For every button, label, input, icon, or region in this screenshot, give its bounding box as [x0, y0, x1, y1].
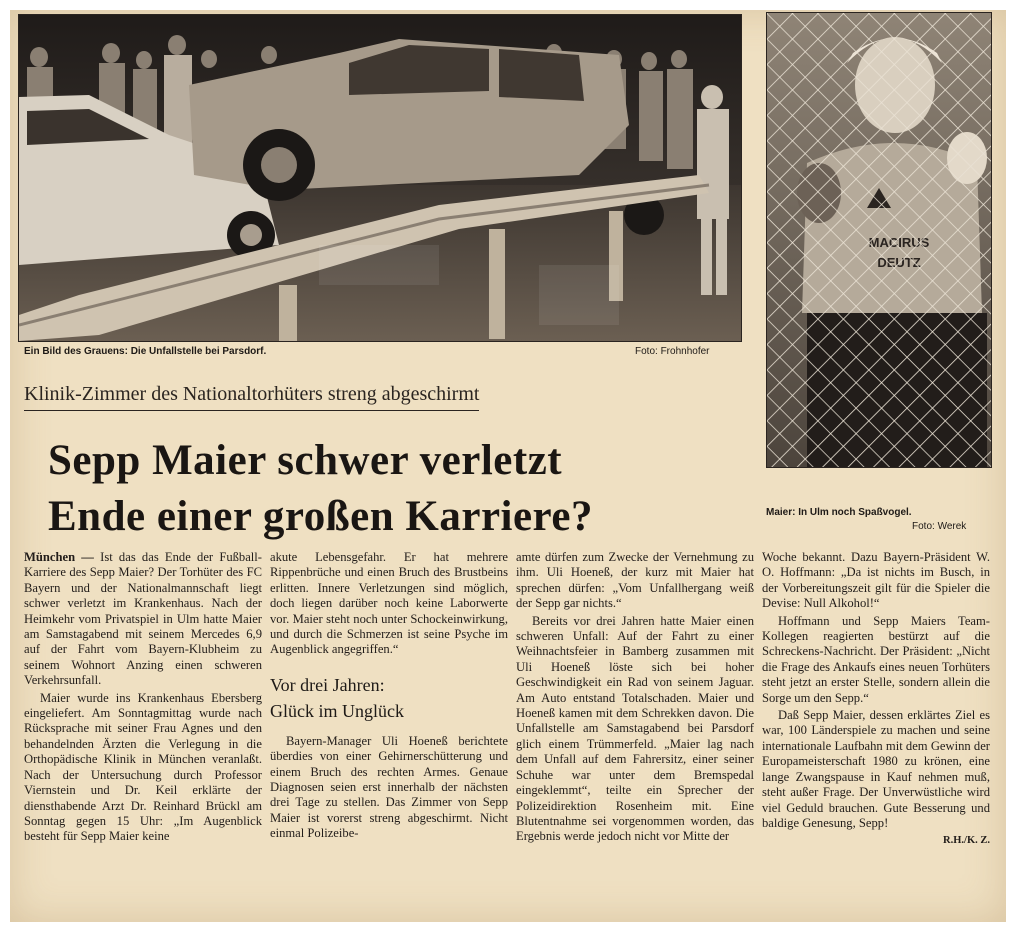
dateline: München —: [24, 550, 94, 564]
author-signature: R.H./K. Z.: [943, 835, 990, 847]
accident-photo-drawing: [19, 15, 741, 341]
maier-photo-drawing: [767, 13, 991, 467]
col1-paragraph-1: München — Ist das das Ende der Fußball-Karriere des Sepp Maier? Der Torhüter des FC Bayern und der Nationalmannschaft liegt schwer verletzt im Krankenhaus. Nach der Heimkehr vom Privatspiel in Ulm hatte Maier am Samstagabend mit seinem Mercedes 6,9 auf der Fahrt vom Bayern-Klubheim zu seinem Wohnort Anzing einen schweren Verkehrsunfall.: [24, 550, 263, 688]
article-column-3: [516, 550, 754, 845]
subhead-line-1: Vor drei Jahren:: [270, 674, 385, 695]
maier-photo-credit: Foto: Werek: [912, 521, 967, 532]
headline-line-1: Sepp Maier schwer verletzt: [48, 437, 563, 484]
col1-paragraph-2: Maier wurde ins Krankenhaus Ebersberg eingeliefert. Am Sonntagmittag wurde nach Rücksprache mit seiner Frau Agnes und den behandelnden Ärzten die Verlegung in die Orthopädische Klinik in München veranlaßt. Nach der Untersuchung durch Professor Viernstein und Dr. Keil erklärte der diensthabende Arzt Dr. Reinhard Brückl am Sonntag gegen 15 Uhr: „Im Augenblick besteht für Sepp Maier keine: [24, 690, 262, 844]
accident-photo-credit: Foto: Frohnhofer: [635, 346, 710, 357]
maier-photo-caption: Maier: In Ulm noch Spaßvogel.: [766, 507, 912, 518]
headline-line-2: Ende einer großen Karriere?: [48, 493, 593, 540]
accident-photo: [18, 14, 742, 342]
article-column-2: [270, 550, 508, 842]
col3-paragraph-1: amte dürfen zum Zwecke der Vernehmung zu ihm. Uli Hoeneß, der kurz mit Maier hat sprechen dürfen: „Vom Unfallhergang weiß der Sepp gar nichts.“: [516, 550, 754, 611]
article-subheading: [270, 672, 508, 724]
newspaper-clipping: [10, 10, 1006, 922]
article-kicker: Klinik-Zimmer des Nationaltorhüters streng abgeschirmt: [24, 383, 479, 411]
col4-paragraph-1: Woche bekannt. Dazu Bayern-Präsident W. O. Hoffmann: „Da ist nichts im Busch, in der Vorbereitungszeit gilt für die Spieler die Devise: Null Alkohol!“: [762, 550, 990, 611]
article-headline: [48, 433, 748, 545]
col3-paragraph-2: Bereits vor drei Jahren hatte Maier einen schweren Unfall: Auf der Fahrt zu einer Weihnachtsfeier in Bamberg zusammen mit Uli Hoeneß löste sich bei hoher Geschwindigkeit ein Rad von seinem Jaguar. Am Auto entstand Totalschaden. Maier und Hoeneß kamen mit dem Schrekken davon. Die Unfallstelle am Samstagabend bei Parsdorf glich einem Trümmerfeld. „Maier lag nach dem Unfall auf dem Fahrersitz, einer seiner Schuhe war unter dem Bremspedal eingeklemmt“, teilte ein Sprecher der Polizeidirektion Rosenheim mit. Eine Blutentnahme sei vorgenommen worden, das Ergebnis werde jedoch nicht vor Mitte der: [516, 613, 754, 844]
article-column-1: [24, 550, 262, 845]
col4-paragraph-2: Hoffmann und Sepp Maiers Team-Kollegen reagierten bestürzt auf die Schreckens-Nachricht. Der Präsident: „Nicht die Frage des Ankaufs eines neuen Torhüters steht jetzt an erster Stelle, sondern allein die Sorge um den Sepp.“: [762, 613, 990, 705]
col2-paragraph-1: akute Lebensgefahr. Er hat mehrere Rippenbrüche und einen Bruch des Brustbeins erlitten. Innere Verletzungen sind möglich, doch liegen darüber noch keine Laborwerte vor. Maier steht noch unter Schockeinwirkung, und durch die Schmerzen ist seine Psyche im Augenblick angegriffen.“: [270, 550, 508, 657]
subhead-line-2: Glück im Unglück: [270, 700, 404, 721]
maier-photo: [766, 12, 992, 468]
col2-paragraph-2: Bayern-Manager Uli Hoeneß berichtete überdies von einer Gehirnerschütterung und einem Bruch des rechten Armes. Genaue Diagnosen seien erst innerhalb der nächsten drei Tage zu stellen. Das Zimmer von Sepp Maier ist vorerst streng abgeschirmt. Nicht einmal Polizeibe-: [270, 733, 508, 841]
accident-photo-caption: Ein Bild des Grauens: Die Unfallstelle bei Parsdorf.: [24, 346, 267, 357]
article-column-4: [762, 550, 990, 849]
col4-paragraph-3: Daß Sepp Maier, dessen erklärtes Ziel es war, 100 Länderspiele zu machen und seine internationale Laufbahn mit dem Gewinn der Europameisterschaft 1980 zu krönen, eine lange Zwangspause in Kauf nehmen muß, steht außer Frage. Der Unverwüstliche wird viel Geduld brauchen. Gute Besserung und baldige Genesung, Sepp!: [762, 708, 990, 830]
